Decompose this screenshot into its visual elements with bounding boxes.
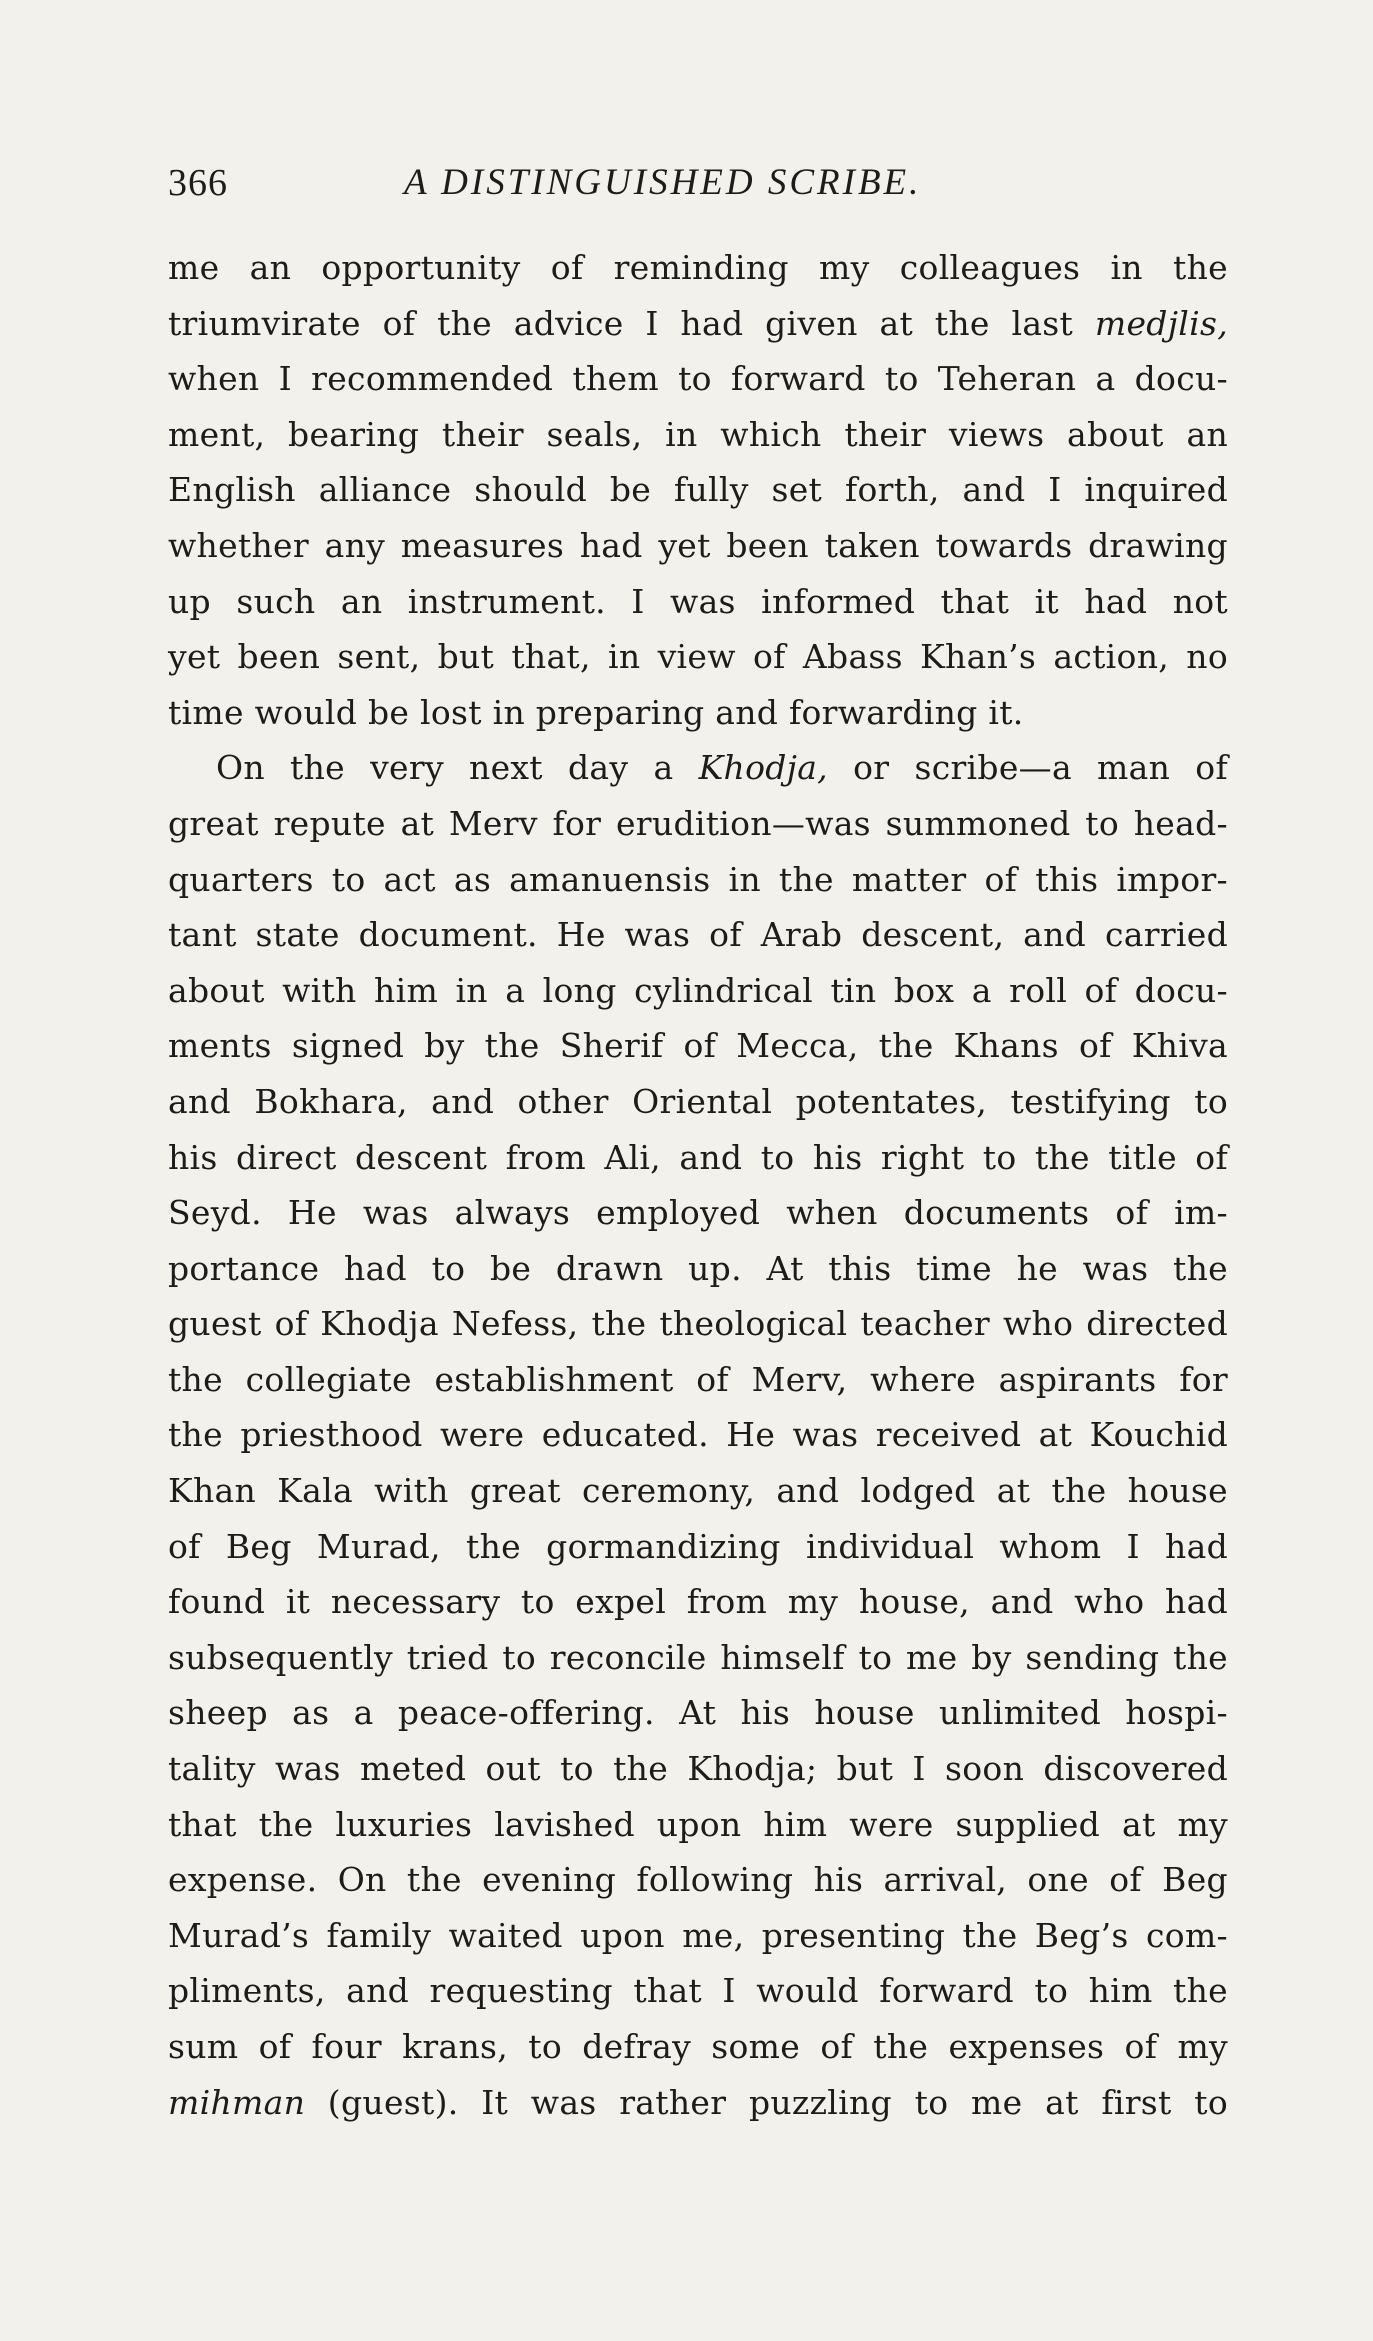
italic-term-mihman: mihman xyxy=(168,2082,306,2122)
running-title: A DISTINGUISHED SCRIBE. xyxy=(404,162,922,203)
text-line: subsequently tried to reconcile himself to me by sending the xyxy=(168,1637,1228,1677)
text-span: On the very next day a xyxy=(216,748,674,788)
paragraph-first-line xyxy=(168,740,1228,796)
italic-term-medjlis: medjlis, xyxy=(1094,303,1228,343)
text-line: English alliance should be fully set forth, and I inquired xyxy=(168,470,1228,510)
text-line: great repute at Merv for erudition—was summoned to head- xyxy=(168,803,1228,843)
text-line: about with him in a long cylindrical tin box a roll of docu- xyxy=(168,970,1228,1010)
text-line: found it necessary to expel from my house, and who had xyxy=(168,1582,1228,1622)
text-line: ment, bearing their seals, in which their views about an xyxy=(168,414,1228,454)
body-text xyxy=(168,240,1228,2130)
text-span: or scribe—a man of xyxy=(853,748,1228,788)
text-line: tant state document. He was of Arab descent, and carried xyxy=(168,915,1228,955)
text-line: Seyd. He was always employed when documents of im- xyxy=(168,1193,1228,1233)
page-header xyxy=(168,156,1228,210)
italic-term-khodja: Khodja, xyxy=(698,748,828,788)
page-number: 366 xyxy=(168,162,228,204)
text-line: me an opportunity of reminding my colleagues in the xyxy=(168,248,1228,287)
text-line: that the luxuries lavished upon him were supplied at my xyxy=(168,1804,1228,1844)
text-line: yet been sent, but that, in view of Abass Khan’s action, no xyxy=(168,637,1228,677)
text-line: guest of Khodja Nefess, the theological teacher who directed xyxy=(168,1304,1228,1344)
text-span: (guest). It was rather puzzling to me at first to xyxy=(327,2082,1228,2122)
text-line: quarters to act as amanuensis in the matter of this impor- xyxy=(168,859,1228,899)
text-line: and Bokhara, and other Oriental potentates, testifying to xyxy=(168,1081,1228,1121)
text-line: the priesthood were educated. He was received at Kouchid xyxy=(168,1415,1228,1455)
text-span: triumvirate of the advice I had given at the last xyxy=(168,303,1074,343)
text-line: expense. On the evening following his arrival, one of Beg xyxy=(168,1860,1228,1900)
text-line: pliments, and requesting that I would forward to him the xyxy=(168,1971,1228,2011)
text-line: whether any measures had yet been taken towards drawing xyxy=(168,525,1228,565)
text-line: tality was meted out to the Khodja; but I soon discovered xyxy=(168,1749,1228,1789)
text-line: his direct descent from Ali, and to his right to the title of xyxy=(168,1137,1228,1177)
text-line: sheep as a peace-offering. At his house unlimited hospi- xyxy=(168,1693,1228,1733)
text-line: the collegiate establishment of Merv, where aspirants for xyxy=(168,1359,1228,1399)
text-line: when I recommended them to forward to Teheran a docu- xyxy=(168,359,1228,399)
text-line xyxy=(168,296,1228,352)
text-line: time would be lost in preparing and forwarding it. xyxy=(168,692,1024,732)
text-line: ments signed by the Sherif of Mecca, the Khans of Khiva xyxy=(168,1026,1228,1066)
text-line: up such an instrument. I was informed that it had not xyxy=(168,581,1228,621)
text-line: sum of four krans, to defray some of the expenses of my xyxy=(168,2027,1228,2066)
text-line: portance had to be drawn up. At this time he was the xyxy=(168,1248,1228,1288)
text-line xyxy=(168,2075,1228,2131)
text-line: Murad’s family waited upon me, presenting the Beg’s com- xyxy=(168,1915,1228,1955)
text-line: of Beg Murad, the gormandizing individual whom I had xyxy=(168,1526,1228,1566)
text-line: Khan Kala with great ceremony, and lodged at the house xyxy=(168,1471,1228,1511)
